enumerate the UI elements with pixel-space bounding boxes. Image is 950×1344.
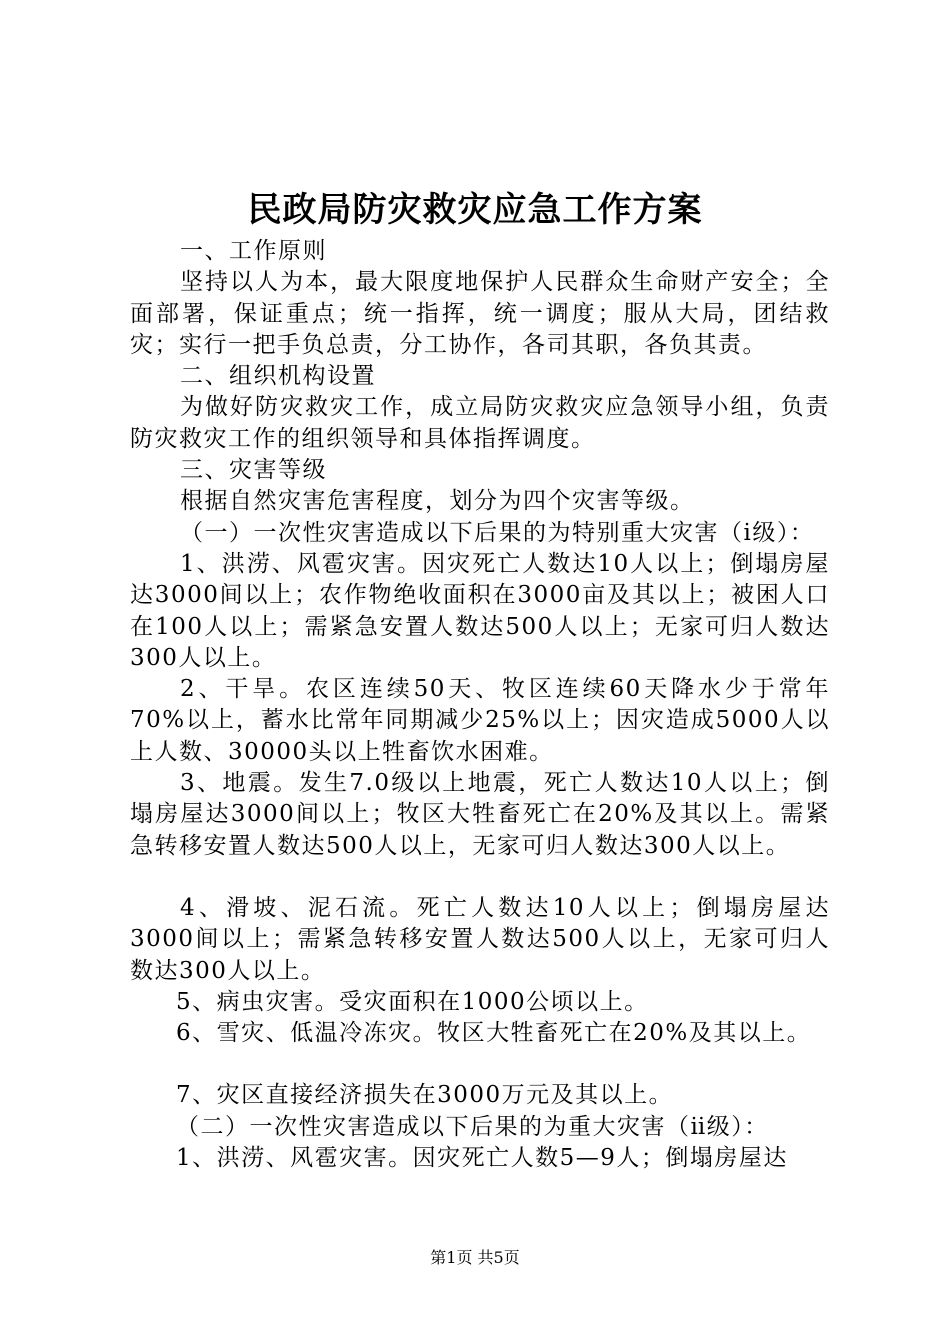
list-item: 7、灾区直接经济损失在3000万元及其以上。 — [176, 1082, 674, 1109]
section-heading-principles: 一、工作原则 — [180, 238, 327, 264]
list-item: 1、洪涝、风雹灾害。因灾死亡人数5—9人；倒塌房屋达 — [176, 1145, 788, 1172]
list-item: 6、雪灾、低温冷冻灾。牧区大牲畜死亡在20%及其以上。 — [176, 1020, 812, 1047]
page-footer: 第1页 共5页 — [430, 1248, 520, 1267]
section-heading-disaster-levels: 三、灾害等级 — [180, 457, 327, 484]
list-item: 3、地震。发生7.0级以上地震，死亡人数达10人以上；倒塌房屋达3000间以上；牧区大牲畜死亡在20%及其以上。需紧急转移安置人数达500人以上，无家可归人数达300人以上。 — [130, 770, 830, 859]
subsection-heading-level-1: （一）一次性灾害造成以下后果的为特别重大灾害（ⅰ级）： — [180, 519, 815, 546]
document-title: 民政局防灾救灾应急工作方案 — [247, 190, 703, 230]
section-heading-organization: 二、组织机构设置 — [180, 363, 376, 390]
list-item: 1、洪涝、风雹灾害。因灾死亡人数达10人以上；倒塌房屋达3000间以上；农作物绝收面积在3000亩及其以上；被困人口在100人以上；需紧急安置人数达500人以上；无家可归人数达300人以上。 — [130, 550, 830, 671]
list-item: 2、干旱。农区连续50天、牧区连续60天降水少于常年70%以上，蓄水比常年同期减少25%以上；因灾造成5000人以上人数、30000头以上牲畜饮水困难。 — [130, 676, 830, 765]
document-body — [130, 236, 830, 1174]
list-item: 4、滑坡、泥石流。死亡人数达10人以上；倒塌房屋达3000间以上；需紧急转移安置人数达500人以上，无家可归人数达300人以上。 — [130, 894, 830, 984]
blank-line — [130, 1049, 830, 1080]
blank-line — [130, 862, 830, 893]
list-item: 5、病虫灾害。受灾面积在1000公顷以上。 — [176, 988, 649, 1015]
paragraph-organization: 为做好防灾救灾工作，成立局防灾救灾应急领导小组，负责防灾救灾工作的组织领导和具体指挥调度。 — [130, 394, 830, 452]
subsection-heading-level-2: （二）一次性灾害造成以下后果的为重大灾害（ⅱ级）： — [176, 1113, 769, 1140]
paragraph-principles: 坚持以人为本，最大限度地保护人民群众生命财产安全；全面部署，保证重点；统一指挥，统一调度；服从大局，团结救灾；实行一把手负总责，分工协作，各司其职，各负其责。 — [130, 269, 830, 358]
paragraph-levels-intro: 根据自然灾害危害程度，划分为四个灾害等级。 — [180, 488, 695, 515]
